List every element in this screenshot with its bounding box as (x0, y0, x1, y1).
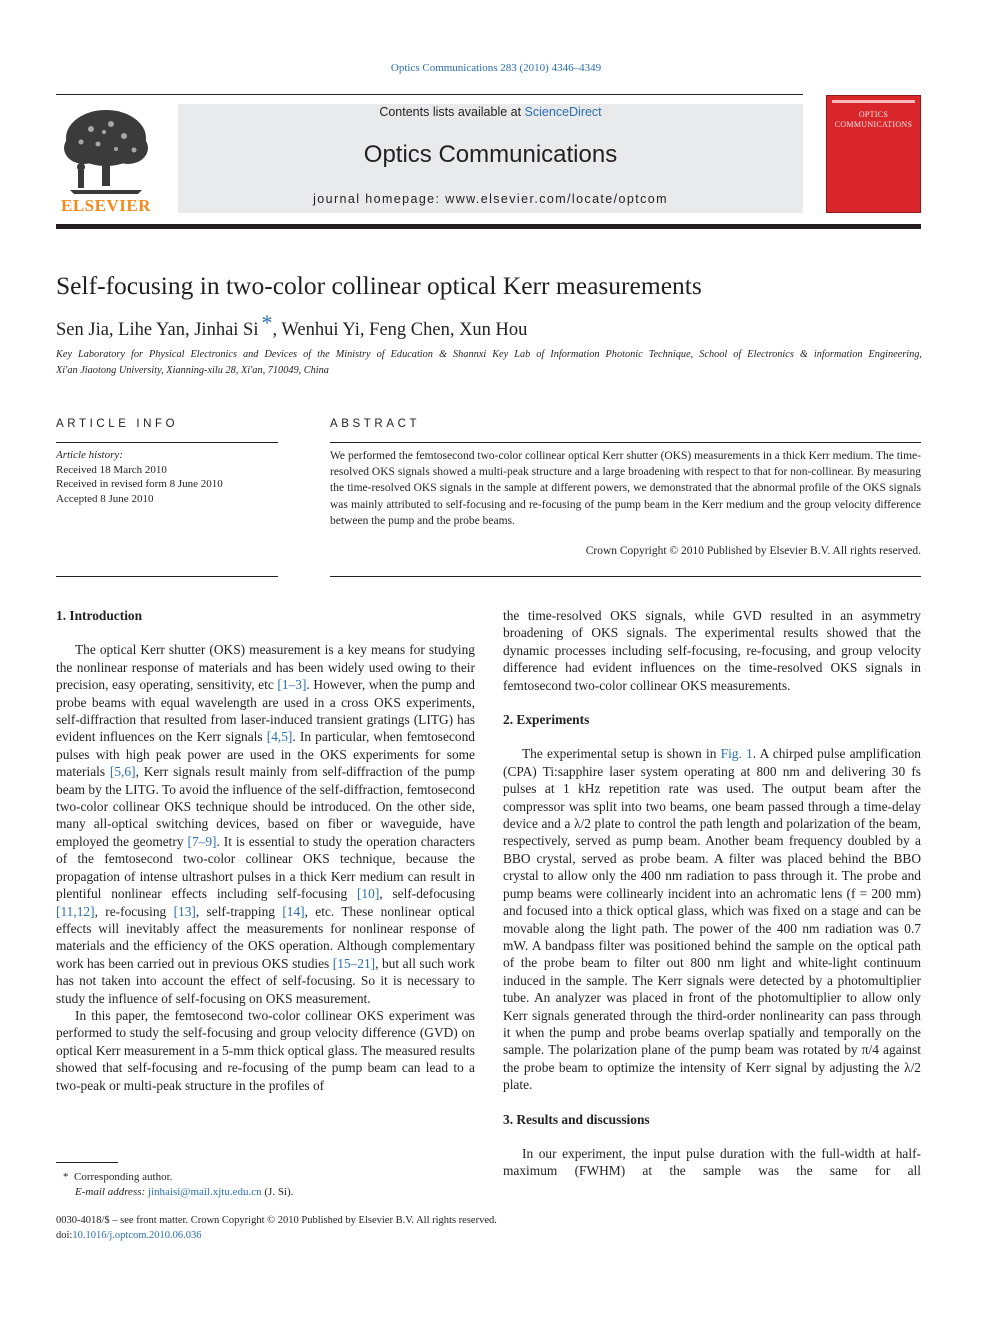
sciencedirect-link[interactable]: ScienceDirect (524, 105, 602, 119)
doi-link[interactable]: 10.1016/j.optcom.2010.06.036 (72, 1229, 202, 1241)
corresponding-author-mark[interactable]: * (261, 310, 273, 335)
text-run: . However, when the pump and probe beams with equal wavelength are used in a cross OKS experiments, self-diffraction that resulted from laser-induced transient gratings (LITG) has evident influences on the Kerr signals (56, 677, 475, 745)
text-run: , re-focusing (94, 903, 174, 919)
footnote (63, 1170, 293, 1200)
citation-link[interactable]: [13] (173, 903, 196, 919)
results-paragraph-1: In our experiment, the input pulse duration with the full-width at half-maximum (FWHM) at the sample was the same for all (503, 1145, 921, 1179)
article-info-bottom-rule (56, 576, 278, 577)
header-top-rule (56, 94, 803, 95)
cover-stripe (832, 100, 915, 103)
accepted-date: Accepted 8 June 2010 (56, 492, 154, 505)
figure-link[interactable]: Fig. 1 (720, 746, 753, 762)
footnote-email (63, 1185, 293, 1200)
elsevier-wordmark: ELSEVIER (61, 196, 151, 215)
citation-link[interactable]: [4,5] (266, 729, 293, 745)
email-suffix: (J. Si). (261, 1186, 294, 1198)
doi-label: doi: (56, 1229, 73, 1241)
footnote-rule (56, 1162, 118, 1163)
text-run: The experimental setup is shown in (522, 746, 721, 762)
citation-link[interactable]: [10] (356, 886, 380, 902)
email-link[interactable]: jinhaisi@mail.xjtu.edu.cn (147, 1186, 262, 1198)
footnote-corresponding-text: Corresponding author. (74, 1171, 173, 1183)
author-list (56, 310, 528, 341)
text-run: . It is essential to study the operation characters of the femtosecond two-color collinear OKS technique, because the propagation of intense ultrashort pulses in a thick Kerr medium can result in plentiful nonlinear effects including self-focusing (56, 833, 475, 902)
issn-line: 0030-4018/$ – see front matter. Crown Copyright © 2010 Published by Elsevier B.V. All rights reserved. (56, 1215, 497, 1226)
authors-part-2: , Wenhui Yi, Feng Chen, Xun Hou (272, 320, 528, 340)
article-info-label: ARTICLE INFO (56, 418, 179, 430)
article-history (56, 448, 223, 506)
contents-line (178, 105, 803, 119)
intro-heading: 1. Introduction (56, 608, 143, 623)
right-column (503, 607, 921, 1180)
footnote-mark: * (63, 1171, 69, 1183)
text-run: , self-defocusing (379, 886, 475, 902)
intro-paragraph-1 (56, 641, 475, 1007)
header-bottom-rule (56, 224, 921, 229)
journal-homepage[interactable]: journal homepage: www.elsevier.com/locate/optcom (313, 192, 668, 206)
text-run: , but all such work has not taken into account the effect of self-focusing. So it is necessary to study the influence of self-focusing on OKS measurement. (56, 955, 475, 1006)
text-run: , Kerr signals result mainly from self-diffraction of the pump beam by the LITG. To avoid the influence of the self-diffraction, femtosecond two-color collinear OKS technique should be introduced. On the other side, many all-optical switching devices, based on fiber or waveguide, have employed the geometry (56, 764, 475, 849)
citation-link[interactable]: [15–21] (332, 955, 376, 971)
citation-link[interactable]: [14] (282, 903, 305, 919)
revised-date: Received in revised form 8 June 2010 (56, 478, 223, 490)
left-column (56, 607, 475, 1094)
abstract-rule (330, 442, 921, 443)
text-run: , etc. These nonlinear optical effects will inevitably affect the measurements for nonlinear response of materials and the efficiency of the OKS operation. Although complementary work has been carried out in previous OKS studies (56, 903, 475, 971)
intro-paragraph-2-continued: the time-resolved OKS signals, while GVD resulted in an asymmetry broadening of OKS signals. The experimental results showed that the dynamic processes including self-focusing, re-focusing, and group velocity difference had evident influences on the time-resolved OKS signals in femtosecond two-color collinear OKS measurements. (503, 608, 921, 693)
text-run: . In particular, when femtosecond pulses with high peak power are used in the OKS experiments for some materials (56, 729, 475, 780)
experiments-heading: 2. Experiments (503, 712, 590, 728)
abstract-copyright: Crown Copyright © 2010 Published by Elsevier B.V. All rights reserved. (585, 545, 921, 557)
abstract-bottom-rule (330, 576, 921, 577)
authors-part-1: Sen Jia, Lihe Yan, Jinhai Si (56, 320, 259, 340)
affiliation (56, 347, 922, 378)
text-run: . A chirped pulse amplification (CPA) Ti:sapphire laser system operating at 800 nm and delivering 30 fs pulses at 1 kHz repetition rate was used. The output beam after the compressor was split into two beams, one beam passed through a time-delay device and a λ/2 plate to control the path length and polarization of the beam, respectively, served as pump beam. Another beam frequency doubled by a BBO crystal, served as probe beam. A filter was placed behind the BBO crystal to allow only the 400 nm radiation to pass through it. The probe and pump beams were collinearly incident into an achromatic lens (f = 200 mm) and focused into a thick optical glass, which was fixed on a stage and can be movable along the light path. The power of the 400 nm radiation was 0.7 mW. A bandpass filter was positioned behind the sample on the optical path of the probe beam to filter out 800 nm light and white-light continuum induced in the sample. The Kerr signals were detected by a photomultiplier tube. An analyzer was placed in front of the photomultiplier to allow only Kerr signals generated through the third-order nonlinearity can pass through it when the pump and probe beams overlap spatially and temporally on the sample. The polarization plane of the pump beam was rotated by π/4 against the probe beam to optimize the intensity of Kerr signal by adjusting the λ/2 plate. (503, 746, 921, 1093)
article-title: Self-focusing in two-color collinear optical Kerr measurements (56, 271, 702, 300)
received-date: Received 18 March 2010 (56, 463, 167, 476)
history-label: Article history: (56, 449, 123, 461)
email-label: E-mail address: (75, 1186, 148, 1198)
bottom-info (56, 1214, 497, 1243)
abstract-text: We performed the femtosecond two-color collinear optical Kerr shutter (OKS) measurements in a thick Kerr medium. The time-resolved OKS signals showed a multi-peak structure and a large broadening with respect to that for non-collinear. By measuring the time-resolved OKS signals in the sample at different powers, we demonstrated that the abnormal profile of the OKS signals was mainly attributed to self-focusing and re-focusing of the pump beam in the Kerr medium and the group velocity difference between the pump and the probe beams. (330, 450, 921, 527)
experiments-paragraph-1 (503, 745, 921, 1093)
doi-line (56, 1229, 497, 1244)
abstract-label: ABSTRACT (330, 418, 421, 430)
article-info-rule (56, 442, 278, 443)
citation-link[interactable]: [1–3] (277, 677, 307, 693)
results-heading: 3. Results and discussions (503, 1111, 650, 1127)
citation-link[interactable]: [11,12] (56, 903, 95, 919)
footnote-corresponding (63, 1170, 293, 1185)
cover-title: OPTICS COMMUNICATIONS (834, 110, 913, 129)
contents-prefix: Contents lists available at (379, 105, 525, 119)
citation-link[interactable]: [5,6] (109, 764, 136, 780)
affiliation-line-1: Key Laboratory for Physical Electronics and Devices of the Ministry of Education & Shannxi Key Lab of Information Photonic Technique, School of Electronics & information Engineering, (56, 349, 922, 360)
journal-title: Optics Communications (363, 141, 618, 168)
text-run: , self-trapping (195, 903, 283, 919)
text-run: The optical Kerr shutter (OKS) measurement is a key means for studying the nonlinear response of materials and has been widely used owing to their precision, easy operating, sensitivity, etc (56, 642, 475, 693)
intro-paragraph-2: In this paper, the femtosecond two-color collinear OKS experiment was performed to study the self-focusing and group velocity difference (GVD) on optical Kerr measurement in a 5-mm thick optical glass. The measured results showed that self-focusing and re-focusing of the pump beam can lead to a two-peak or multi-peak structure in the profiles of (56, 1007, 475, 1093)
journal-citation-link[interactable]: Optics Communications 283 (2010) 4346–4349 (390, 62, 602, 74)
citation-link[interactable]: [7–9] (187, 833, 217, 849)
affiliation-line-2: Xi'an Jiaotong University, Xianning-xilu 28, Xi'an, 710049, China (56, 364, 329, 376)
